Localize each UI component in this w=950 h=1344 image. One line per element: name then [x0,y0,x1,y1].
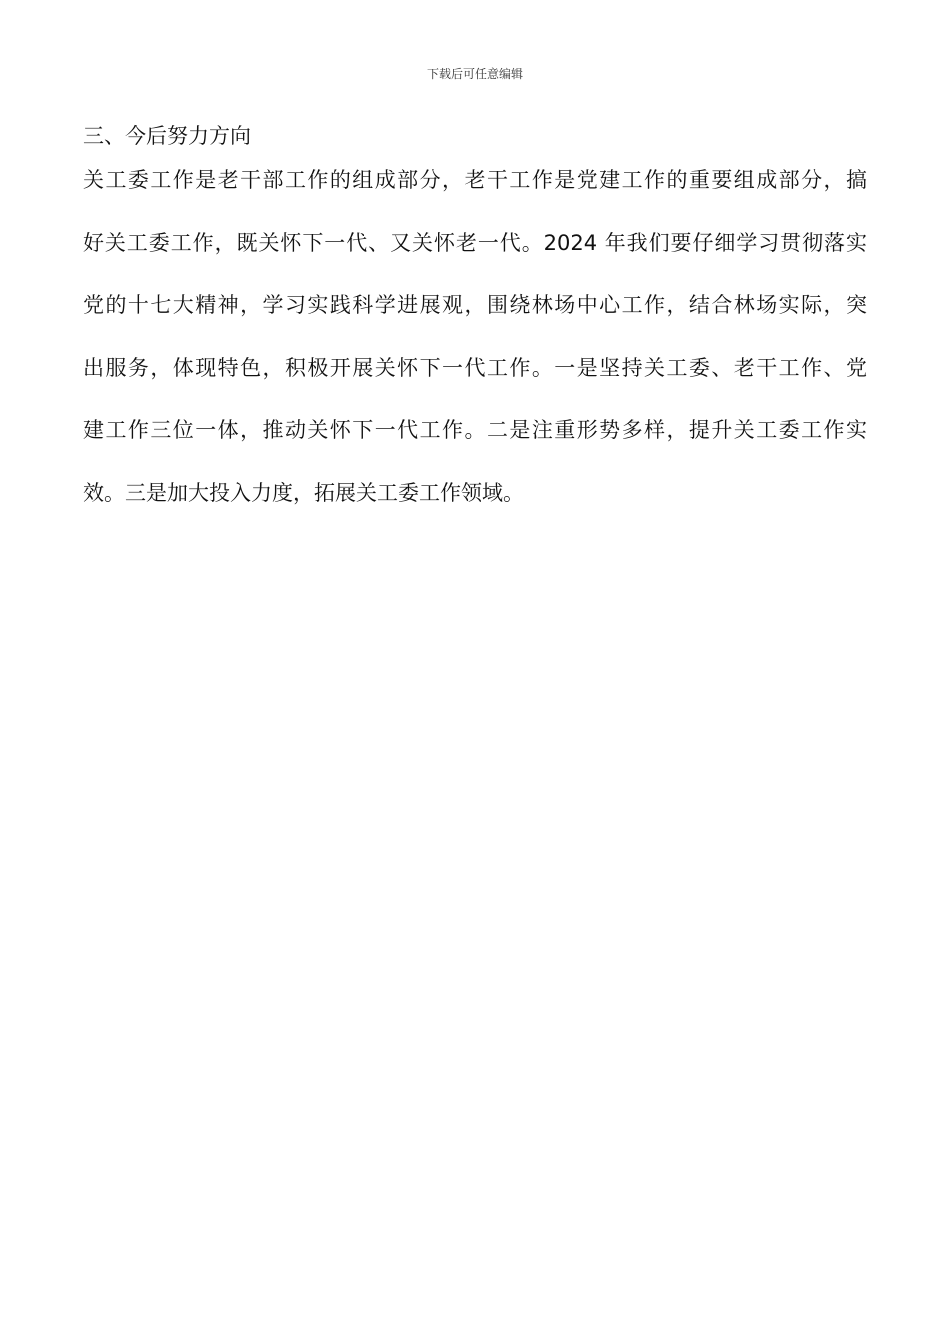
section-heading: 三、今后努力方向 [83,124,251,148]
body-paragraph [83,149,867,524]
paragraph-line-5: 建工作三位一体，推动关怀下一代工作。二是注重形势多样，提升关工委工作实 [83,418,867,442]
paragraph-line-2: 好关工委工作，既关怀下一代、又关怀老一代。2024 年我们要仔细学习贯彻落实 [83,230,867,255]
paragraph-line-3: 党的十七大精神，学习实践科学进展观，围绕林场中心工作，结合林场实际，突 [83,293,867,317]
paragraph-line-4: 出服务，体现特色，积极开展关怀下一代工作。一是坚持关工委、老干工作、党 [83,355,867,380]
paragraph-line-6: 效。三是加大投入力度，拓展关工委工作领域。 [83,480,524,505]
paragraph-line-1: 关工委工作是老干部工作的组成部分，老干工作是党建工作的重要组成部分，搞 [83,168,867,192]
page-header-note: 下载后可任意编辑 [426,67,523,81]
